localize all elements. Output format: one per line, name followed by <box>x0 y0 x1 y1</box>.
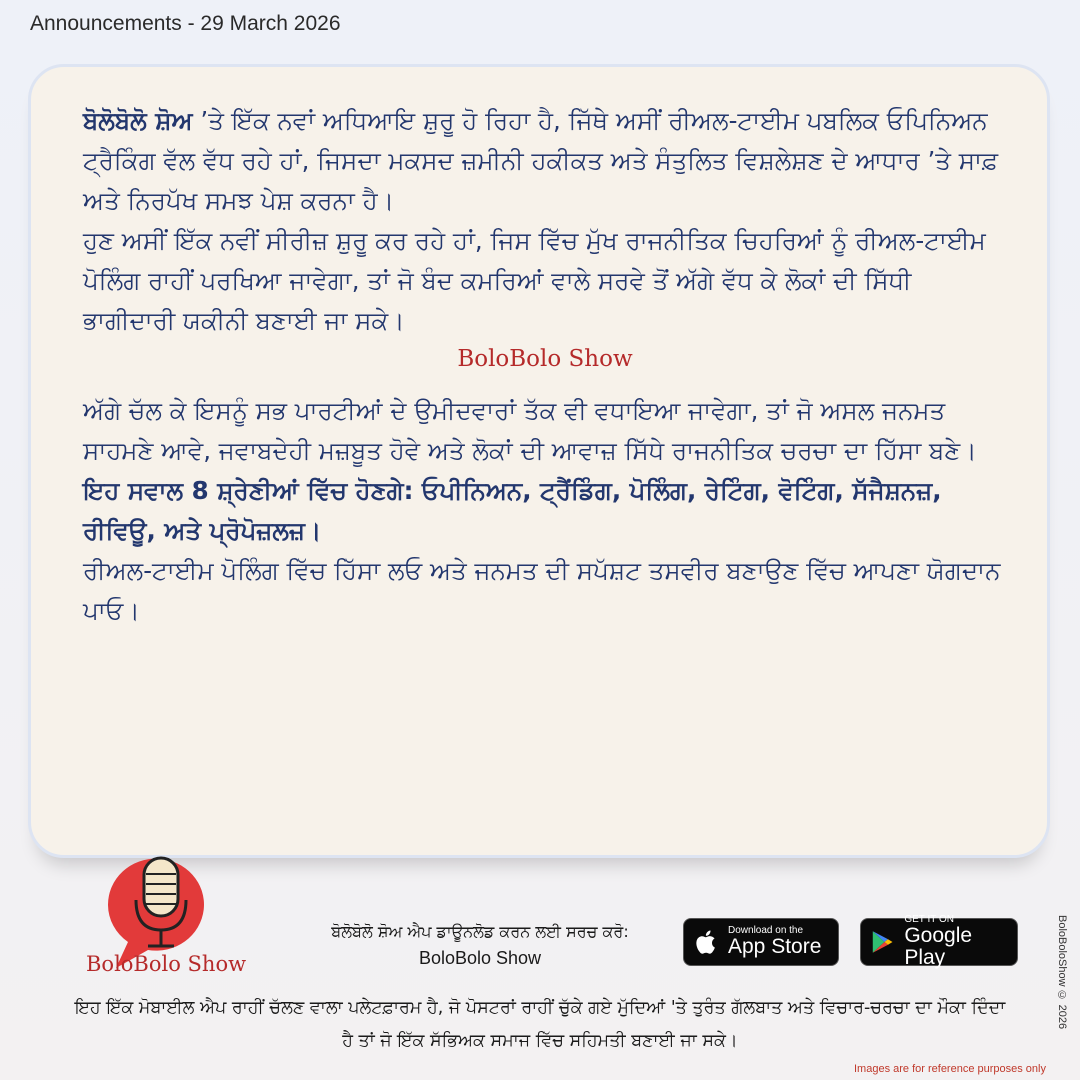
download-instructions <box>300 920 660 970</box>
app-store-button[interactable] <box>683 918 839 966</box>
platform-description: ਇਹ ਇੱਕ ਮੋਬਾਈਲ ਐਪ ਰਾਹੀਂ ਚੱਲਣ ਵਾਲਾ ਪਲੇਟਫ਼ਾਰਮ ਹੈ, ਜੋ ਪੋਸਟਰਾਂ ਰਾਹੀਂ ਚੁੱਕੇ ਗਏ ਮੁੱਦਿਆਂ 'ਤੇ ਤੁਰੰਤ ਗੱਲਬਾਤ ਅਤੇ ਵਿਚਾਰ-ਚਰਚਾ ਦਾ ਮੌਕਾ ਦਿੰਦਾ ਹੈ ਤਾਂ ਜੋ ਇੱਕ ਸੱਭਿਅਕ ਸਮਾਜ ਵਿੱਚ ਸਹਿਮਤੀ ਬਣਾਈ ਜਾ ਸਕੇ। <box>74 998 1006 1051</box>
app-store-big-text: App Store <box>728 935 822 958</box>
google-play-icon <box>871 928 894 956</box>
download-instruction-text: ਬੋਲੋਬੋਲੋ ਸ਼ੋਅ ਐਪ ਡਾਊਨਲੋਡ ਕਰਨ ਲਈ ਸਰਚ ਕਰੋ: <box>331 922 629 941</box>
apple-icon <box>694 927 720 957</box>
google-play-big-text: Google Play <box>904 924 973 969</box>
paragraph-expansion: ਅੱਗੇ ਚੱਲ ਕੇ ਇਸਨੂੰ ਸਭ ਪਾਰਟੀਆਂ ਦੇ ਉਮੀਦਵਾਰਾਂ ਤੱਕ ਵੀ ਵਧਾਇਆ ਜਾਵੇਗਾ, ਤਾਂ ਜੋ ਅਸਲ ਜਨਮਤ ਸਾਹਮਣੇ ਆਵੇ, ਜਵਾਬਦੇਹੀ ਮਜ਼ਬੂਤ ਹੋਵੇ ਅਤੇ ਲੋਕਾਂ ਦੀ ਆਵਾਜ਼ ਸਿੱਧੇ ਰਾਜਨੀਤਿਕ ਚਰਚਾ ਦਾ ਹਿੱਸਾ ਬਣੇ। <box>83 396 977 465</box>
paragraph-intro <box>83 101 1007 221</box>
logo-text: BoloBolo Show <box>86 952 247 976</box>
paragraph-series: ਹੁਣ ਅਸੀਂ ਇੱਕ ਨਵੀਂ ਸੀਰੀਜ਼ ਸ਼ੁਰੂ ਕਰ ਰਹੇ ਹਾਂ, ਜਿਸ ਵਿੱਚ ਮੁੱਖ ਰਾਜਨੀਤਿਕ ਚਿਹਰਿਆਂ ਨੂੰ ਰੀਅਲ-ਟਾਈਮ ਪੋਲਿੰਗ ਰਾਹੀਂ ਪਰਖਿਆ ਜਾਵੇਗਾ, ਤਾਂ ਜੋ ਬੰਦ ਕਮਰਿਆਂ ਵਾਲੇ ਸਰਵੇ ਤੋਂ ਅੱਗੇ ਵੱਧ ਕੇ ਲੋਕਾਂ ਦੀ ਸਿੱਧੀ ਭਾਗੀਦਾਰੀ ਯਕੀਨੀ ਬਣਾਈ ਜਾ ਸਕੇ। <box>83 226 986 335</box>
google-play-button[interactable] <box>860 914 1018 969</box>
paragraph-intro-text: ’ਤੇ ਇੱਕ ਨਵਾਂ ਅਧਿਆਇ ਸ਼ੁਰੂ ਹੋ ਰਿਹਾ ਹੈ, ਜਿੱਥੇ ਅਸੀਂ ਰੀਅਲ-ਟਾਈਮ ਪਬਲਿਕ ਓਪਿਨਿਅਨ ਟ੍ਰੈਕਿੰਗ ਵੱਲ ਵੱਧ ਰਹੇ ਹਾਂ, ਜਿਸਦਾ ਮਕਸਦ ਜ਼ਮੀਨੀ ਹਕੀਕਤ ਅਤੇ ਸੰਤੁਲਿਤ ਵਿਸ਼ਲੇਸ਼ਣ ਦੇ ਆਧਾਰ ’ਤੇ ਸਾਫ਼ ਅਤੇ ਨਿਰਪੱਖ ਸਮਝ ਪੇਸ਼ ਕਰਨਾ ਹੈ। <box>83 106 999 215</box>
brand-watermark: BoloBolo Show <box>457 346 633 372</box>
app-store-small-text: Download on the <box>728 925 804 936</box>
paragraph-categories: ਇਹ ਸਵਾਲ 8 ਸ਼੍ਰੇਣੀਆਂ ਵਿੱਚ ਹੋਣਗੇ: ਓਪੀਨਿਅਨ, ਟ੍ਰੈਂਡਿੰਗ, ਪੋਲਿੰਗ, ਰੇਟਿੰਗ, ਵੋਟਿੰਗ, ਸੱਜੈਸ਼ਨਜ਼, ਰੀਵਿਊ, ਅਤੇ ਪ੍ਰੋਪੋਜ਼ਲਜ਼। <box>83 476 942 545</box>
disclaimer-text: Images are for reference purposes only <box>854 1063 1046 1075</box>
copyright-text: BoloBoloShow © 2026 <box>1056 915 1068 1030</box>
app-name: BoloBolo Show <box>418 948 542 968</box>
announcement-date: Announcements - 29 March 2026 <box>30 12 341 35</box>
paragraph-call-to-action: ਰੀਅਲ-ਟਾਈਮ ਪੋਲਿੰਗ ਵਿੱਚ ਹਿੱਸਾ ਲਓ ਅਤੇ ਜਨਮਤ ਦੀ ਸਪੱਸ਼ਟ ਤਸਵੀਰ ਬਣਾਉਣ ਵਿੱਚ ਆਪਣਾ ਯੋਗਦਾਨ ਪਾਓ। <box>83 556 1001 625</box>
announcement-card <box>28 64 1050 858</box>
brand-name-bold: ਬੋਲੋਬੋਲੋ ਸ਼ੋਅ <box>83 106 193 135</box>
google-play-small-text: GET IT ON <box>904 914 954 925</box>
